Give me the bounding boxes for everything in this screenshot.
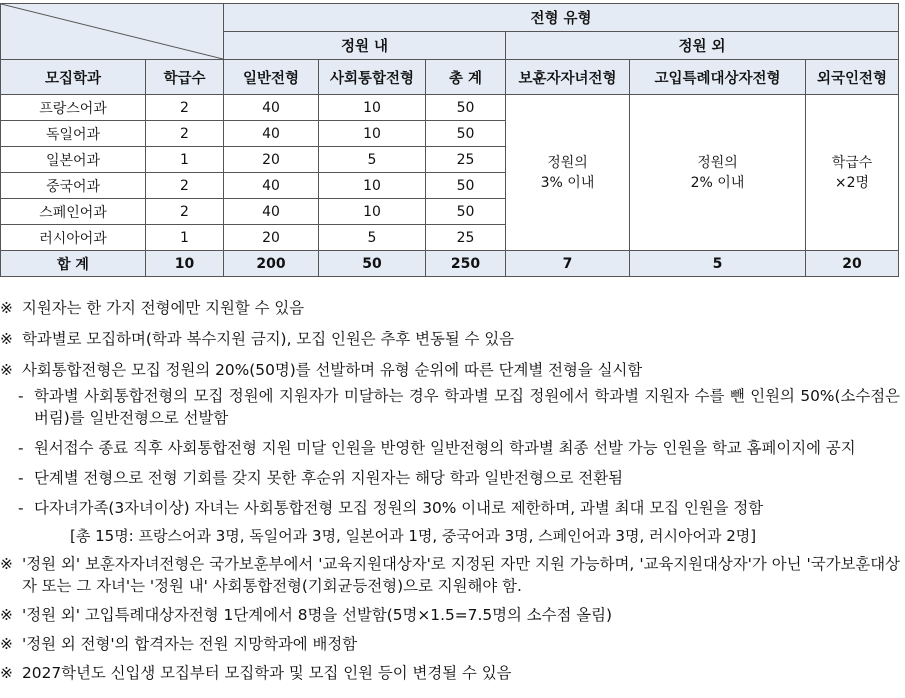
- sub-note-item: [0, 437, 905, 459]
- note-item: [0, 297, 905, 319]
- sub-note-text: 다자녀가족(3자녀이상) 자녀는 사회통합전형 모집 정원의 30% 이내로 제한하며, 과별 최대 모집 인원을 정함: [34, 499, 764, 517]
- dash-mark: -: [18, 499, 24, 517]
- sub-note-text: 원서접수 종료 직후 사회통합전형 지원 미달 인원을 반영한 일반전형의 학과별 최종 선발 가능 인원을 학교 홈페이지에 공지: [34, 439, 856, 457]
- special-quota-line1: 정원의: [697, 154, 738, 171]
- column-header-dept: 모집학과: [1, 60, 146, 95]
- note-text: '정원 외' 보훈자자녀전형은 국가보훈부에서 '교육지원대상자'로 지정된 자만 지원 가능하며, '교육지원대상자'가 아닌 '국가보훈대상자 또는 그 자녀'는 '정원 내' 사회통합전형(기회균등전형)으로 지원해야 함.: [22, 555, 900, 595]
- social-cell: 10: [319, 173, 426, 199]
- note-item: [0, 633, 905, 655]
- foreign-quota-line1: 학급수: [831, 154, 873, 171]
- dept-cell: 스페인어과: [1, 199, 146, 225]
- foreign-quota-cell: [806, 95, 899, 251]
- total-cell: 25: [426, 225, 506, 251]
- general-cell: 40: [224, 121, 319, 147]
- sub-note-item: [0, 467, 905, 489]
- classes-cell: 2: [146, 173, 224, 199]
- reference-mark: ※: [0, 606, 13, 624]
- veteran-quota-line2: 3% 이내: [540, 174, 595, 191]
- totals-label: 합 계: [1, 251, 146, 277]
- sub-note-text: 단계별 전형으로 전형 기회를 갖지 못한 후순위 지원자는 해당 학과 일반전형으로 전환됨: [34, 469, 624, 487]
- note-text: 지원자는 한 가지 전형에만 지원할 수 있음: [22, 299, 305, 317]
- note-item: [0, 604, 905, 626]
- social-cell: 10: [319, 95, 426, 121]
- reference-mark: ※: [0, 664, 13, 682]
- veteran-quota-cell: [506, 95, 630, 251]
- column-header-social: 사회통합전형: [319, 60, 426, 95]
- reference-mark: ※: [0, 330, 13, 348]
- total-cell: 50: [426, 95, 506, 121]
- column-header-special: 고입특례대상자전형: [630, 60, 806, 95]
- totals-classes: 10: [146, 251, 224, 277]
- classes-cell: 2: [146, 121, 224, 147]
- admission-quota-table: [0, 3, 899, 277]
- column-header-foreign: 외국인전형: [806, 60, 899, 95]
- corner-diagonal-cell: [1, 4, 224, 60]
- dept-cell: 중국어과: [1, 173, 146, 199]
- column-header-veteran: 보훈자자녀전형: [506, 60, 630, 95]
- dept-cell: 독일어과: [1, 121, 146, 147]
- bracket-note: [총 15명: 프랑스어과 3명, 독일어과 3명, 일본어과 1명, 중국어과 3명, 스페인어과 3명, 러시아어과 2명]: [70, 527, 757, 545]
- classes-cell: 1: [146, 147, 224, 173]
- social-cell: 5: [319, 225, 426, 251]
- note-item: [0, 328, 905, 350]
- dash-mark: -: [18, 439, 24, 457]
- special-quota-line2: 2% 이내: [690, 174, 745, 191]
- general-cell: 20: [224, 225, 319, 251]
- classes-cell: 1: [146, 225, 224, 251]
- sub-note-item: [0, 385, 905, 429]
- total-cell: 50: [426, 173, 506, 199]
- special-quota-cell: [630, 95, 806, 251]
- note-item: [0, 553, 905, 597]
- general-cell: 20: [224, 147, 319, 173]
- sub-note-text: 학과별 사회통합전형의 모집 정원에 지원자가 미달하는 경우 학과별 모집 정원에서 학과별 지원자 수를 뺀 인원의 50%(소수점은 버림)를 일반전형으로 선발함: [34, 387, 900, 427]
- general-cell: 40: [224, 95, 319, 121]
- totals-general: 200: [224, 251, 319, 277]
- classes-cell: 2: [146, 199, 224, 225]
- dept-cell: 일본어과: [1, 147, 146, 173]
- dash-mark: -: [18, 469, 24, 487]
- note-text: 학과별로 모집하며(학과 복수지원 금지), 모집 인원은 추후 변동될 수 있음: [22, 330, 515, 348]
- note-text: 사회통합전형은 모집 정원의 20%(50명)를 선발하며 유형 순위에 따른 단계별 전형을 실시함: [22, 361, 643, 379]
- note-text: 2027학년도 신입생 모집부터 모집학과 및 모집 인원 등이 변경될 수 있음: [22, 664, 512, 682]
- totals-veteran: 7: [506, 251, 630, 277]
- note-text: '정원 외' 고입특례대상자전형 1단계에서 8명을 선발함(5명×1.5=7.5명의 소수점 올림): [22, 606, 612, 624]
- outer-quota-header: 정원 외: [506, 32, 899, 60]
- totals-foreign: 20: [806, 251, 899, 277]
- totals-total: 250: [426, 251, 506, 277]
- total-cell: 50: [426, 121, 506, 147]
- column-header-classes: 학급수: [146, 60, 224, 95]
- sub-note-item: [0, 497, 905, 519]
- reference-mark: ※: [0, 635, 13, 653]
- dept-cell: 러시아어과: [1, 225, 146, 251]
- group-header: 전형 유형: [224, 4, 899, 32]
- reference-mark: ※: [0, 361, 13, 379]
- totals-row: [1, 251, 899, 277]
- social-cell: 10: [319, 199, 426, 225]
- column-header-general: 일반전형: [224, 60, 319, 95]
- diagonal-line: [1, 4, 223, 59]
- dash-mark: -: [18, 387, 24, 405]
- table-row: [1, 95, 899, 121]
- reference-mark: ※: [0, 299, 13, 317]
- total-cell: 25: [426, 147, 506, 173]
- general-cell: 40: [224, 199, 319, 225]
- classes-cell: 2: [146, 95, 224, 121]
- social-cell: 5: [319, 147, 426, 173]
- social-cell: 10: [319, 121, 426, 147]
- reference-mark: ※: [0, 555, 13, 573]
- general-cell: 40: [224, 173, 319, 199]
- note-text: '정원 외 전형'의 합격자는 전원 지망학과에 배정함: [22, 635, 358, 653]
- totals-special: 5: [630, 251, 806, 277]
- veteran-quota-line1: 정원의: [547, 154, 588, 171]
- notes-section: [0, 297, 905, 691]
- inner-quota-header: 정원 내: [224, 32, 506, 60]
- totals-social: 50: [319, 251, 426, 277]
- dept-cell: 프랑스어과: [1, 95, 146, 121]
- note-item: [0, 662, 905, 684]
- foreign-quota-line2: ×2명: [834, 174, 870, 191]
- column-header-total: 총 계: [426, 60, 506, 95]
- total-cell: 50: [426, 199, 506, 225]
- note-item: [0, 359, 905, 381]
